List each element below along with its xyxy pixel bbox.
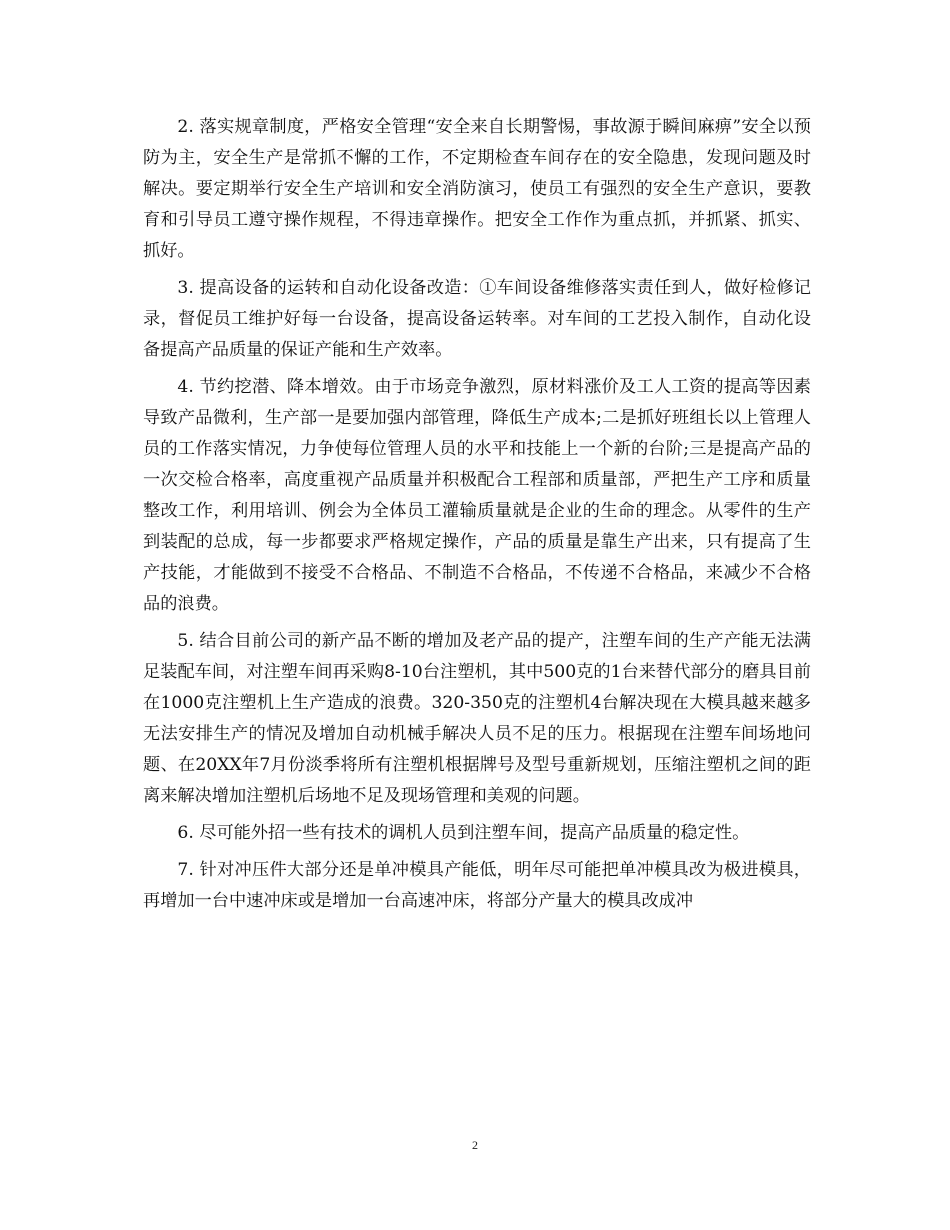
document-body [143, 112, 811, 924]
paragraph-item-4: 4. 节约挖潜、降本增效。由于市场竞争激烈，原材料涨价及工人工资的提高等因素导致产品微利，生产部一是要加强内部管理，降低生产成本;二是抓好班组长以上管理人员的工作落实情况，力争使每位管理人员的水平和技能上一个新的台阶;三是提高产品的一次交检合格率，高度重视产品质量并积极配合工程部和质量部，严把生产工序和质量整改工作，利用培训、例会为全体员工灌输质量就是企业的生命的理念。从零件的生产到装配的总成，每一步都要求严格规定操作，产品的质量是靠生产出来，只有提高了生产技能，才能做到不接受不合格品、不制造不合格品，不传递不合格品，来减少不合格品的浪费。 [143, 377, 811, 614]
page-number: 2 [472, 1138, 478, 1152]
paragraph-item-7: 7. 针对冲压件大部分还是单冲模具产能低，明年尽可能把单冲模具改为极进模具，再增加一台中速冲床或是增加一台高速冲床，将部分产量大的模具改成冲 [143, 860, 811, 912]
paragraph-item-3: 3. 提高设备的运转和自动化设备改造：①车间设备维修落实责任到人，做好检修记录，督促员工维护好每一台设备，提高设备运转率。对车间的工艺投入制作，自动化设备提高产品质量的保证产能和生产效率。 [143, 278, 811, 360]
paragraph-item-2: 2. 落实规章制度，严格安全管理“安全来自长期警惕，事故源于瞬间麻痹”安全以预防为主，安全生产是常抓不懈的工作，不定期检查车间存在的安全隐患，发现问题及时解决。要定期举行安全生产培训和安全消防演习，使员工有强烈的安全生产意识，要教育和引导员工遵守操作规程，不得违章操作。把安全工作作为重点抓，并抓紧、抓实、抓好。 [143, 117, 811, 261]
paragraph-item-5: 5. 结合目前公司的新产品不断的增加及老产品的提产，注塑车间的生产产能无法满足装配车间，对注塑车间再采购8-10台注塑机，其中500克的1台来替代部分的磨具目前在1000克注塑机上生产造成的浪费。320-350克的注塑机4台解决现在大模具越来越多无法安排生产的情况及增加自动机械手解决人员不足的压力。根据现在注塑车间场地问题、在20XX年7月份淡季将所有注塑机根据牌号及型号重新规划，压缩注塑机之间的距离来解决增加注塑机后场地不足及现场管理和美观的问题。 [143, 631, 811, 806]
paragraph-item-6: 6. 尽可能外招一些有技术的调机人员到注塑车间，提高产品质量的稳定性。 [177, 822, 750, 843]
